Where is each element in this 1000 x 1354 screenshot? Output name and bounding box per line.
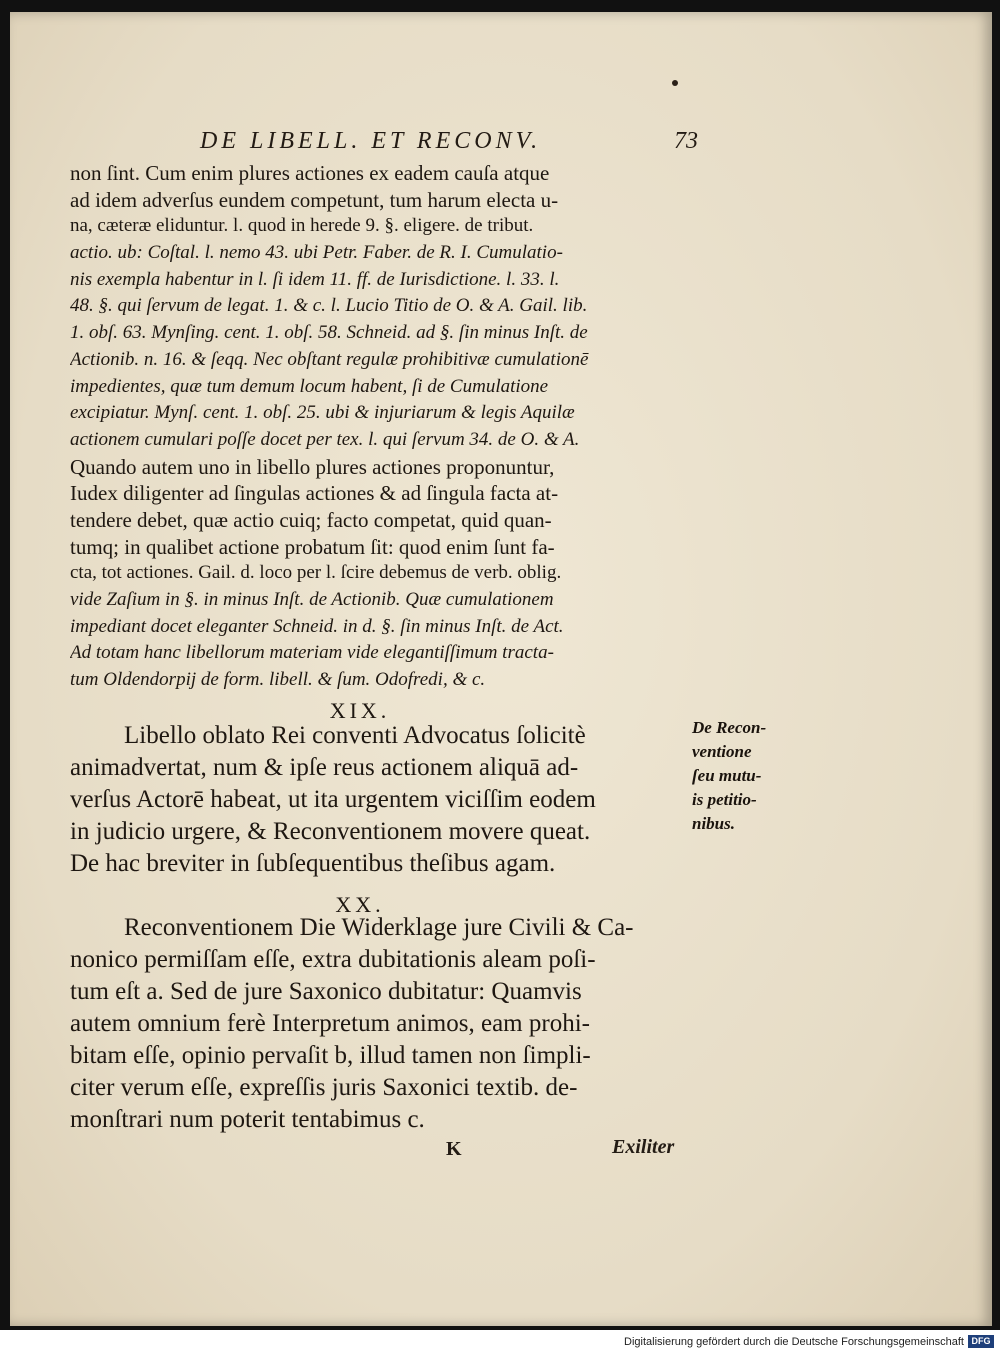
text-line: tum Oldendorpij de form. libell. & ſum. Odofredi, & c. [70, 669, 486, 691]
text-line: bitam eſſe, opinio pervaſit b, illud tamen non ſimpli- [70, 1042, 591, 1069]
text-line: Ad totam hanc libellorum materiam vide elegantiſſimum tracta- [70, 642, 554, 664]
text-line: na, cæteræ eliduntur. l. quod in herede 9. §. eligere. de tribut. [70, 215, 534, 237]
text-line: Reconventionem Die Widerklage jure Civili & Ca- [124, 914, 634, 941]
paragraph-xix [70, 720, 710, 880]
paragraph-xx [70, 912, 710, 1136]
margin-note-line: De Recon- [692, 718, 767, 737]
footnote-block [70, 160, 710, 694]
text-line: vide Zaſium in §. in minus Inſt. de Actionib. Quæ cumulationem [70, 589, 554, 610]
text-line: autem omnium ferè Interpretum animos, eam prohi- [70, 1010, 590, 1037]
text-line: tumq; in qualibet actione probatum ſit: quod enim ſunt fa- [70, 534, 555, 559]
margin-note-line: is petitio- [692, 790, 757, 809]
text-line: excipiatur. Mynſ. cent. 1. obſ. 25. ubi & injuriarum & legis Aquilæ [70, 402, 575, 424]
dfg-logo: DFG [968, 1335, 994, 1348]
text-line: Libello oblato Rei conventi Advocatus ſolicitè [124, 722, 586, 749]
text-line: tum eſt a. Sed de jure Saxonico dubitatur: Quamvis [70, 978, 582, 1005]
text-line: in judicio urgere, & Reconventionem movere queat. [70, 818, 591, 845]
text-line: verſus Actorē habeat, ut ita urgentem viciſſim eodem [70, 786, 596, 813]
text-line: 48. §. qui ſervum de legat. 1. & c. l. Lucio Titio de O. & A. Gail. lib. [70, 295, 588, 317]
margin-note-line: nibus. [692, 814, 735, 833]
text-line: citer verum eſſe, expreſſis juris Saxonici textib. de- [70, 1074, 578, 1101]
section-number-xx: XX. [335, 892, 385, 917]
text-line: tendere debet, quæ actio cuiq; facto competat, quid quan- [70, 507, 552, 532]
text-line: impedientes, quæ tum demum locum habent, ſi de Cumulatione [70, 375, 549, 397]
text-line: Actionib. n. 16. & ſeqq. Nec obſtant regulæ prohibitivæ cumulationē [70, 348, 589, 370]
running-head: DE LIBELL. ET RECONV. [200, 128, 542, 154]
signature-mark: K [446, 1138, 462, 1160]
margin-note-line: ſeu mutu- [692, 766, 762, 785]
section-number-xix: XIX. [329, 698, 391, 723]
funding-credit: Digitalisierung gefördert durch die Deutsche Forschungsgemeinschaft [624, 1336, 964, 1348]
text-line: non ſint. Cum enim plures actiones ex eadem cauſa atque [70, 161, 550, 185]
text-line: actio. ub: Coſtal. l. nemo 43. ubi Petr. Faber. de R. I. Cumulatio- [70, 242, 563, 264]
text-line: nis exempla habentur in l. ſi idem 11. ff. de Iurisdictione. l. 33. l. [70, 268, 560, 290]
text-line: De hac breviter in ſubſequentibus theſibus agam. [70, 850, 556, 877]
text-line: Quando autem uno in libello plures actiones proponuntur, [70, 454, 555, 479]
text-line: cta, tot actiones. Gail. d. loco per l. ſcire debemus de verb. oblig. [70, 562, 562, 584]
text-line: 1. obſ. 63. Mynſing. cent. 1. obſ. 58. Schneid. ad §. ſin minus Inſt. de [70, 322, 588, 344]
page-number: 73 [674, 128, 698, 154]
marginal-note [692, 716, 802, 836]
text-line: nonico permiſſam eſſe, extra dubitationis aleam poſi- [70, 946, 596, 973]
text-line: ad idem adverſus eundem competunt, tum harum electa u- [70, 187, 559, 212]
footer-bar [0, 1330, 1000, 1354]
text-line: animadvertat, num & ipſe reus actionem aliquā ad- [70, 754, 579, 781]
catchword: Exiliter [612, 1136, 675, 1158]
ink-dot [672, 80, 678, 86]
text-line: monſtrari num poterit tentabimus c. [70, 1106, 425, 1133]
text-line: impediant docet eleganter Schneid. in d. §. ſin minus Inſt. de Act. [70, 615, 564, 637]
text-line: Iudex diligenter ad ſingulas actiones & ad ſingula facta at- [70, 481, 559, 506]
margin-note-line: ventione [692, 742, 752, 761]
text-line: actionem cumulari poſſe docet per tex. l. qui ſervum 34. de O. & A. [70, 428, 580, 450]
